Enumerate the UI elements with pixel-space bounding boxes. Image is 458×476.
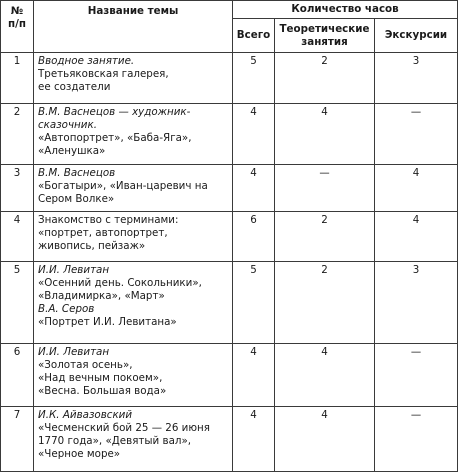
table-row bbox=[1, 212, 458, 262]
row-topic bbox=[34, 344, 233, 407]
header-number-line2: п/п bbox=[8, 17, 26, 30]
row-excursion-hours: — bbox=[375, 104, 458, 165]
topic-line: «Портрет И.И. Левитана» bbox=[38, 316, 177, 328]
topic-line: «Черное море» bbox=[38, 448, 121, 460]
row-total-hours: 6 bbox=[233, 212, 275, 262]
row-number: 1 bbox=[1, 53, 34, 104]
topic-line: В.А. Серов bbox=[38, 303, 95, 315]
row-topic bbox=[34, 104, 233, 165]
row-total-hours: 4 bbox=[233, 344, 275, 407]
row-number: 6 bbox=[1, 344, 34, 407]
topic-line: «Над вечным покоем», bbox=[38, 372, 163, 384]
header-hours bbox=[233, 1, 458, 19]
topic-line: «Аленушка» bbox=[38, 145, 106, 157]
row-topic bbox=[34, 165, 233, 212]
topic-line: Третьяковская галерея, bbox=[38, 68, 169, 80]
table-header bbox=[1, 1, 458, 53]
header-row-top bbox=[1, 1, 458, 19]
row-excursion-hours: 4 bbox=[375, 165, 458, 212]
table-row bbox=[1, 407, 458, 472]
row-theory-hours: 2 bbox=[275, 212, 375, 262]
header-theory-line1: Теоретические bbox=[279, 23, 370, 35]
row-topic bbox=[34, 53, 233, 104]
topic-line: Вводное занятие. bbox=[38, 55, 135, 67]
topic-line: «Осенний день. Сокольники», bbox=[38, 277, 202, 289]
row-number: 2 bbox=[1, 104, 34, 165]
row-topic bbox=[34, 212, 233, 262]
row-theory-hours: — bbox=[275, 165, 375, 212]
row-excursion-hours: 3 bbox=[375, 53, 458, 104]
header-number bbox=[1, 1, 34, 53]
topic-line: «Золотая осень», bbox=[38, 359, 133, 371]
row-total-hours: 4 bbox=[233, 165, 275, 212]
row-theory-hours: 4 bbox=[275, 104, 375, 165]
topic-line: 1770 года», «Девятый вал», bbox=[38, 435, 192, 447]
row-number: 7 bbox=[1, 407, 34, 472]
header-total-label: Всего bbox=[236, 29, 271, 42]
topic-line: В.М. Васнецов — художник- bbox=[38, 106, 191, 118]
row-total-hours: 5 bbox=[233, 53, 275, 104]
topic-line: Сером Волке» bbox=[38, 193, 115, 205]
row-theory-hours: 4 bbox=[275, 407, 375, 472]
topic-line: «портрет, автопортрет, bbox=[38, 227, 168, 239]
header-theory bbox=[275, 19, 375, 53]
row-topic bbox=[34, 407, 233, 472]
table-body bbox=[1, 53, 458, 472]
row-total-hours: 4 bbox=[233, 104, 275, 165]
topic-line: сказочник. bbox=[38, 119, 97, 131]
topic-line: «Владимирка», «Март» bbox=[38, 290, 165, 302]
row-excursion-hours: — bbox=[375, 407, 458, 472]
row-total-hours: 4 bbox=[233, 407, 275, 472]
row-total-hours: 5 bbox=[233, 262, 275, 344]
topic-line: И.И. Левитан bbox=[38, 264, 110, 276]
row-theory-hours: 2 bbox=[275, 262, 375, 344]
topic-line: «Автопортрет», «Баба-Яга», bbox=[38, 132, 192, 144]
topic-line: И.И. Левитан bbox=[38, 346, 110, 358]
table-row bbox=[1, 104, 458, 165]
header-excursions-label: Экскурсии bbox=[384, 29, 448, 42]
topic-line: живопись, пейзаж» bbox=[38, 240, 146, 252]
header-total bbox=[233, 19, 275, 53]
header-number-line1: № bbox=[10, 5, 24, 17]
topic-line: «Богатыри», «Иван-царевич на bbox=[38, 180, 208, 192]
topic-line: «Чесменский бой 25 — 26 июня bbox=[38, 422, 210, 434]
row-excursion-hours: 4 bbox=[375, 212, 458, 262]
row-excursion-hours: — bbox=[375, 344, 458, 407]
header-hours-label: Количество часов bbox=[291, 3, 399, 16]
row-theory-hours: 4 bbox=[275, 344, 375, 407]
topic-line: ее создатели bbox=[38, 81, 111, 93]
header-topic-label: Название темы bbox=[87, 5, 179, 17]
topic-line: Знакомство с терминами: bbox=[38, 214, 179, 226]
row-number: 5 bbox=[1, 262, 34, 344]
table-row bbox=[1, 344, 458, 407]
row-topic bbox=[34, 262, 233, 344]
header-topic bbox=[34, 1, 233, 53]
table-row bbox=[1, 262, 458, 344]
table-row bbox=[1, 53, 458, 104]
topic-line: И.К. Айвазовский bbox=[38, 409, 133, 421]
header-theory-line2: занятия bbox=[301, 35, 348, 48]
topic-line: В.М. Васнецов bbox=[38, 167, 116, 179]
row-number: 4 bbox=[1, 212, 34, 262]
topic-line: «Весна. Большая вода» bbox=[38, 385, 167, 397]
row-excursion-hours: 3 bbox=[375, 262, 458, 344]
table-row bbox=[1, 165, 458, 212]
row-number: 3 bbox=[1, 165, 34, 212]
header-excursions bbox=[375, 19, 458, 53]
row-theory-hours: 2 bbox=[275, 53, 375, 104]
